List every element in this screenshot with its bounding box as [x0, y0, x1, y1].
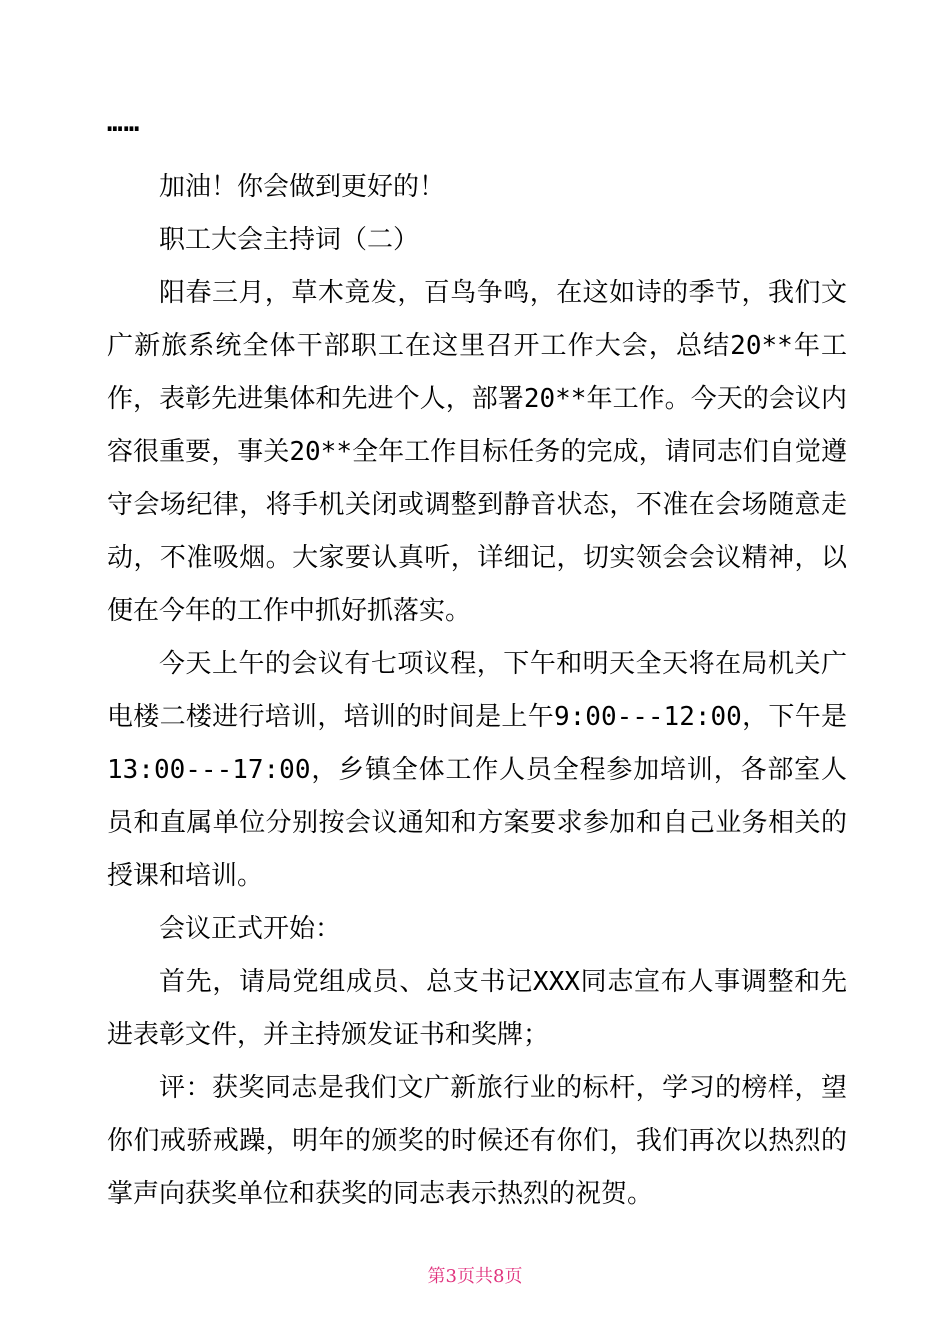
paragraph-first-item: 首先，请局党组成员、总支书记XXX同志宣布人事调整和先进表彰文件，并主持颁发证书和奖牌；	[107, 967, 847, 1050]
paragraph-start: 会议正式开始：	[159, 914, 342, 944]
paragraph-agenda: 今天上午的会议有七项议程，下午和明天全天将在局机关广电楼二楼进行培训，培训的时间是上午9:00---12:00，下午是13:00---17:00，乡镇全体工作人员全程参加培训，各部室人员和直属单位分别按会议通知和方案要求参加和自己业务相关的授课和培训。	[107, 649, 847, 891]
section-heading: 职工大会主持词（二）	[159, 225, 420, 255]
document-body	[107, 161, 847, 1221]
paragraph-opening: 阳春三月，草木竟发，百鸟争鸣，在这如诗的季节，我们文广新旅系统全体干部职工在这里召开工作大会，总结20**年工作，表彰先进集体和先进个人，部署20**年工作。今天的会议内容很重要，事关20**全年工作目标任务的完成，请同志们自觉遵守会场纪律，将手机关闭或调整到静音状态，不准在会场随意走动，不准吸烟。大家要认真听，详细记，切实领会会议精神，以便在今年的工作中抓好抓落实。	[107, 278, 847, 626]
ellipsis-mark: ……	[107, 108, 141, 138]
paragraph-cheer: 加油！你会做到更好的！	[159, 172, 446, 202]
paragraph-comment: 评：获奖同志是我们文广新旅行业的标杆，学习的榜样，望你们戒骄戒躁，明年的颁奖的时候还有你们，我们再次以热烈的掌声向获奖单位和获奖的同志表示热烈的祝贺。	[107, 1073, 847, 1209]
page-number: 第3页共8页	[427, 1266, 523, 1287]
